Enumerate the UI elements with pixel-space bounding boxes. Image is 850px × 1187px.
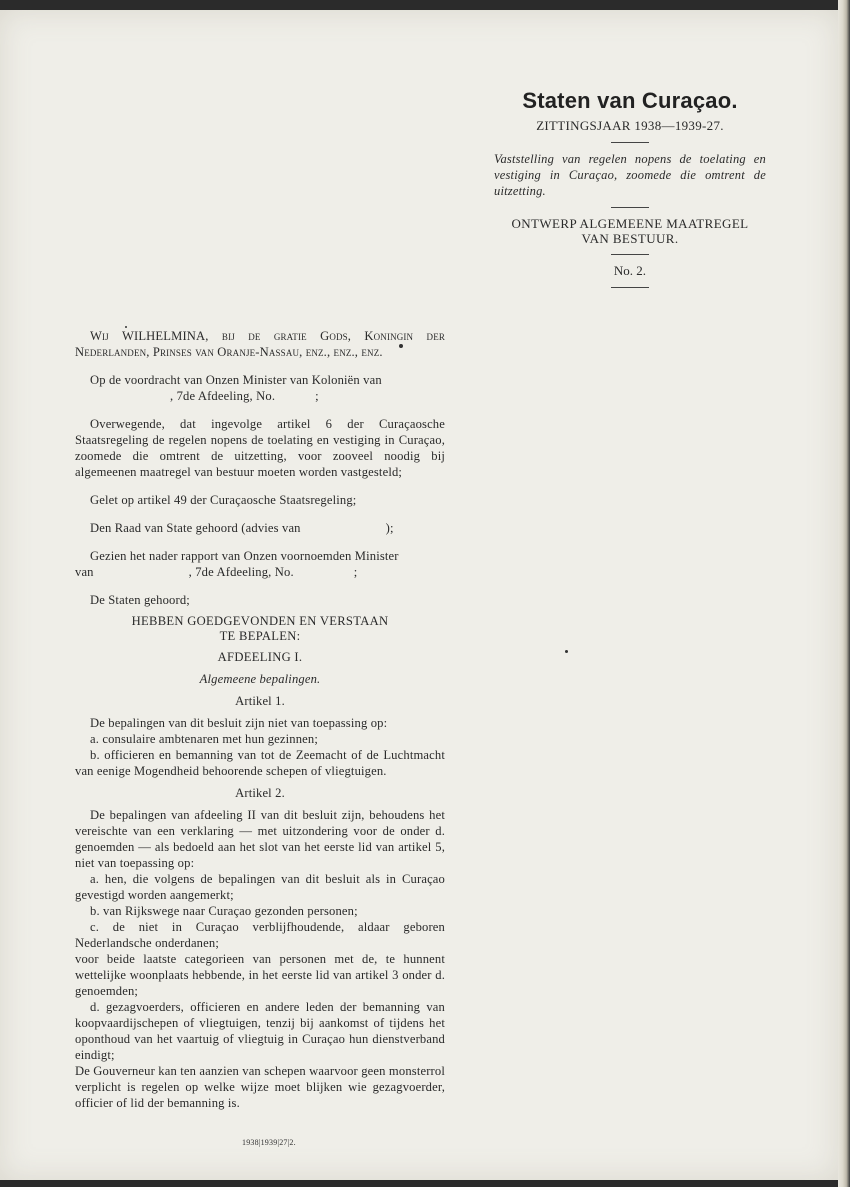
divider: [611, 142, 649, 143]
document-page: [0, 10, 838, 1180]
article-2-final-paragraph: De Gouverneur kan ten aanzien van schepen waarvoor geen monsterrol verplicht is regelen op welke wijze moet blijken wie gezagvoerder, officier of lid der bemanning is.: [75, 1064, 445, 1110]
preamble: Wij WILHELMINA, bij de gratie Gods, Koningin der Nederlanden, Prinses van Oranje-Nassau, enz., enz., enz.: [75, 329, 445, 359]
article-2-heading: Artikel 2.: [235, 786, 285, 800]
recital-raad-end: );: [385, 521, 394, 535]
recital-rapport-van: van: [75, 565, 94, 579]
paper-speck: [399, 344, 403, 348]
document-header: [480, 88, 780, 296]
subject-text: Vaststelling van regelen nopens de toelating en vestiging in Curaçao, zoomede die omtrent de uitzetting.: [494, 152, 766, 198]
section-title: Algemeene bepalingen.: [199, 672, 321, 686]
paper-speck: [125, 326, 127, 328]
divider: [611, 287, 649, 288]
recital-staten: De Staten gehoord;: [90, 593, 190, 607]
article-2-intro: De bepalingen van afdeeling II van dit besluit zijn, behoudens het vereischte van een verklaring — met uitzondering voor de onder d. genoemden — als bedoeld aan het slot van het eerste lid van artikel 5, niet van toepassing op:: [75, 808, 445, 870]
article-1-intro: De bepalingen van dit besluit zijn niet van toepassing op:: [90, 716, 388, 730]
recital-gelet: Gelet op artikel 49 der Curaçaosche Staatsregeling;: [90, 493, 357, 507]
session-line: ZITTINGSJAAR 1938—1939-27.: [536, 118, 724, 133]
recital-voordracht-text: Op de voordracht van Onzen Minister van Koloniën van: [90, 373, 382, 387]
footer-code: 1938|1939|27|2.: [242, 1138, 296, 1147]
divider: [611, 207, 649, 208]
draft-title-line-2: VAN BESTUUR.: [581, 231, 679, 246]
recital-rapport: [75, 548, 445, 580]
section-heading: AFDEELING I.: [217, 650, 303, 664]
document-title: Staten van Curaçao.: [522, 88, 738, 113]
decree-heading-line-2: TE BEPALEN:: [219, 629, 301, 643]
article-1-heading: Artikel 1.: [235, 694, 285, 708]
page-edge: [838, 0, 850, 1187]
recital-rapport-afdeeling: , 7de Afdeeling, No.: [188, 565, 294, 579]
article-2-item-c-continued: voor beide laatste categorieen van personen met de, te hunnent wettelijke woonplaats hebbende, in het eerste lid van artikel 3 onder d. genoemden;: [75, 952, 445, 998]
article-1-item-a: a. consulaire ambtenaren met hun gezinnen;: [90, 732, 319, 746]
draft-title-line-1: ONTWERP ALGEMEENE MAATREGEL: [511, 216, 749, 231]
article-2-item-c: c. de niet in Curaçao verblijfhoudende, aldaar geboren Nederlandsche onderdanen;: [75, 920, 445, 950]
recital-voordracht-afdeeling: , 7de Afdeeling, No.: [170, 389, 276, 403]
document-body: [75, 328, 445, 1111]
recital-voordracht-end: ;: [315, 389, 319, 403]
article-1-item-b: b. officieren en bemanning van tot de Zeemacht of de Luchtmacht van eenige Mogendheid behoorende schepen of vliegtuigen.: [75, 748, 445, 778]
recital-raad-van-state: [75, 520, 445, 536]
recital-voordracht: [75, 372, 445, 404]
recital-rapport-text: Gezien het nader rapport van Onzen voornoemden Minister: [90, 549, 399, 563]
paper-speck: [565, 650, 568, 653]
article-2-item-a: a. hen, die volgens de bepalingen van dit besluit als in Curaçao gevestigd worden aangemerkt;: [75, 872, 445, 902]
recital-rapport-end: ;: [353, 565, 358, 579]
recital-raad-text: Den Raad van State gehoord (advies van: [90, 521, 301, 535]
article-2-item-d: d. gezagvoerders, officieren en andere leden der bemanning van koopvaardijschepen of vliegtuigen, tenzij bij aankomst of tijdens het oponthoud van het vaartuig of vliegtuig in Curaçao hun dienstverband eindigt;: [75, 1000, 445, 1062]
recital-overwegende: Overwegende, dat ingevolge artikel 6 der Curaçaosche Staatsregeling de regelen nopens de toelating en vestiging in Curaçao, zoomede die omtrent de uitzetting, voor zooveel noodig bij algemeenen maatregel van bestuur moeten worden vastgesteld;: [75, 417, 445, 479]
divider: [611, 254, 649, 255]
decree-heading-line-1: HEBBEN GOEDGEVONDEN EN VERSTAAN: [131, 614, 389, 628]
document-number: No. 2.: [613, 263, 647, 278]
article-2-item-b: b. van Rijkswege naar Curaçao gezonden personen;: [90, 904, 358, 918]
